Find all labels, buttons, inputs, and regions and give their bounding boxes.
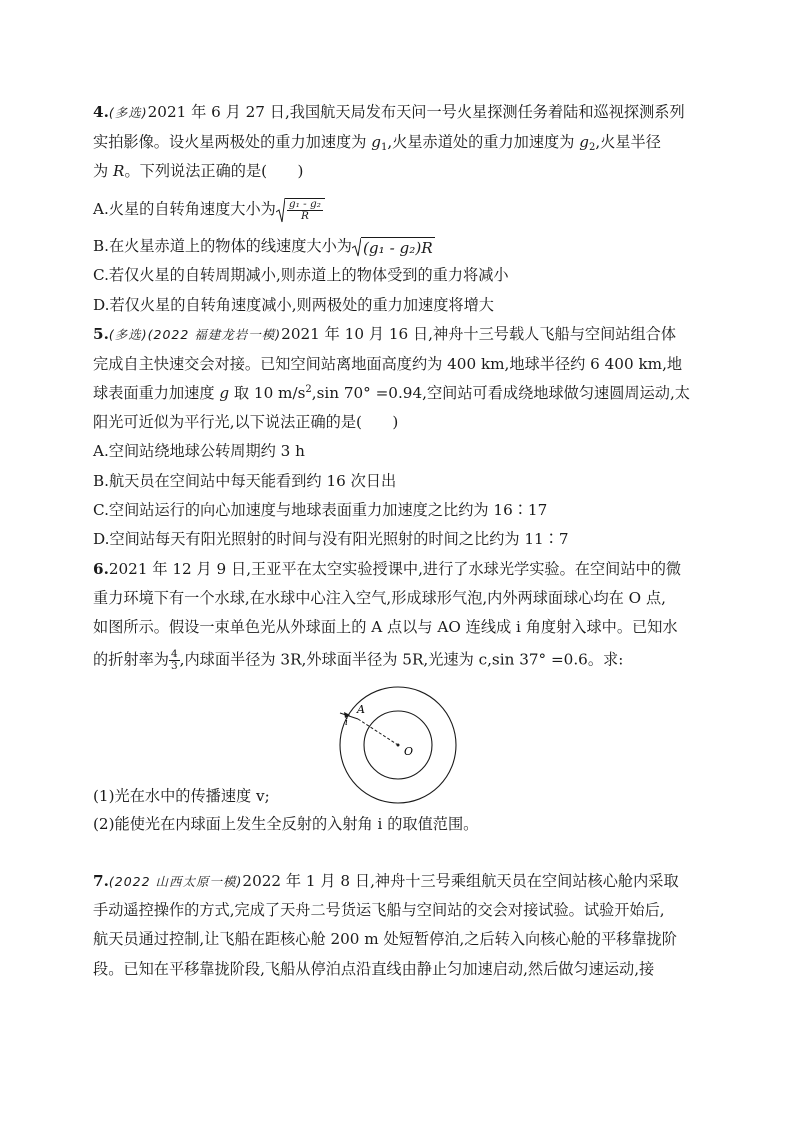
q5-line-3 [93, 383, 713, 403]
q5-option-d-text: D.空间站每天有阳光照射的时间与没有阳光照射的时间之比约为 11∶7 [93, 530, 569, 548]
q7-line-2 [93, 900, 713, 920]
q5-number: 5. [93, 325, 109, 343]
q5-line-4 [93, 412, 713, 432]
q7-line-4 [93, 959, 713, 979]
q5-line-1 [93, 324, 713, 345]
sqrt-symbol [276, 197, 325, 223]
q7-text-3: 航天员通过控制,让飞船在距核心舱 200 m 处短暂停泊,之后转入向核心舱的平移靠拢阶 [93, 930, 677, 948]
q5-option-c-text: C.空间站运行的向心加速度与地球表面重力加速度之比约为 16∶17 [93, 501, 548, 519]
q5-text-4: 阳光可近似为平行光,以下说法正确的是( ) [93, 413, 399, 431]
label-A: A [357, 703, 365, 716]
q4-g2: g [579, 133, 589, 151]
q4-g1-sub: 1 [380, 142, 388, 153]
label-O: O [404, 745, 414, 758]
q5-tag-2: (2022 福建龙岩一模) [147, 327, 282, 342]
q5-option-a [93, 441, 713, 461]
sqrt-symbol [352, 236, 435, 258]
q4-option-d-text: D.若仅火星的自转角速度减小,则两极处的重力加速度将增大 [93, 296, 494, 314]
q5-option-b-text: B.航天员在空间站中每天能看到约 16 次日出 [93, 472, 397, 490]
q4-option-a [93, 197, 713, 223]
q4-option-b-radicand: (g₁ - g₂)R [363, 238, 433, 257]
label-i: i [345, 718, 348, 728]
q4-R: R [113, 162, 125, 180]
q7-number: 7. [93, 872, 109, 890]
q5-line-2 [93, 354, 713, 374]
q5-option-d [93, 529, 713, 549]
q4-g2-sub: 2 [588, 142, 596, 153]
q5-superscript: 2 [305, 384, 312, 395]
q5-text-1: 2021 年 10 月 16 日,神舟十三号载人飞船与空间站组合体 [281, 325, 677, 343]
q5-text-3a: 球表面重力加速度 [93, 384, 220, 402]
q4-tag: (多选) [108, 105, 148, 120]
q6-text-3: 如图所示。假设一束单色光从外球面上的 A 点以与 AO 连线成 i 角度射入球中。已知水 [93, 618, 678, 636]
q4-option-c [93, 265, 713, 285]
q6-line-3 [93, 617, 713, 637]
q7-line-1 [93, 871, 713, 892]
q4-option-b [93, 236, 713, 258]
q5-tag-1: (多选) [108, 327, 148, 342]
q4-option-a-denominator: R [300, 210, 309, 222]
q4-line-2 [93, 132, 713, 152]
q4-option-a-numerator: g₁ - g₂ [288, 198, 321, 210]
q6-line-1 [93, 559, 713, 579]
q4-line-1 [93, 102, 713, 123]
q4-text-2b: ,火星赤道处的重力加速度为 [387, 133, 580, 151]
q6-sub1-text: (1)光在水中的传播速度 v; [93, 787, 270, 805]
q7-text-4: 段。已知在平移靠拢阶段,飞船从停泊点沿直线由静止匀加速启动,然后做匀速运动,接 [93, 960, 655, 978]
q6-number: 6. [93, 560, 109, 578]
q5-text-3c: ,sin 70° =0.94,空间站可看成绕地球做匀速圆周运动,太 [311, 384, 690, 402]
q4-text-1: 2021 年 6 月 27 日,我国航天局发布天问一号火星探测任务着陆和巡视探测系列 [147, 103, 685, 121]
q4-number: 4. [93, 103, 109, 121]
q7-text-2: 手动遥控操作的方式,完成了天舟二号货运飞船与空间站的交会对接试验。试验开始后, [93, 901, 665, 919]
q6-subquestion-2 [93, 814, 713, 834]
q4-text-2c: ,火星半径 [595, 133, 661, 151]
q6-text-4b: ,内球面半径为 3R,外球面半径为 5R,光速为 c,sin 37° =0.6。求: [179, 650, 624, 669]
q6-text-2: 重力环境下有一个水球,在水球中心注入空气,形成球形气泡,内外两球面球心均在 O 点, [93, 589, 666, 607]
q5-text-3b: 取 10 m/s [229, 384, 306, 402]
q5-text-2: 完成自主快速交会对接。已知空间站离地面高度约为 400 km,地球半径约 6 400 km,地 [93, 355, 683, 373]
q6-line-2 [93, 588, 713, 608]
q4-text-3a: 为 [93, 162, 114, 180]
q4-option-b-text: B.在火星赤道上的物体的线速度大小为 [93, 237, 352, 255]
q4-line-3 [93, 161, 713, 181]
q7-text-1: 2022 年 1 月 8 日,神舟十三号乘组航天员在空间站核心舱内采取 [242, 872, 679, 890]
q6-line-4 [93, 649, 713, 672]
q6-fraction-denominator: 3 [170, 660, 178, 672]
q6-text-4a: 的折射率为 [93, 650, 169, 669]
q4-option-c-text: C.若仅火星的自转周期减小,则赤道上的物体受到的重力将减小 [93, 266, 509, 284]
q4-text-3b: 。下列说法正确的是( ) [124, 162, 304, 180]
q6-subquestion-1 [93, 786, 713, 806]
q4-text-2a: 实拍影像。设火星两极处的重力加速度为 [93, 133, 372, 151]
q7-tag: (2022 山西太原一模) [108, 874, 243, 889]
center-point [397, 744, 400, 747]
q5-option-b [93, 471, 713, 491]
q5-g: g [219, 384, 230, 402]
q4-option-a-text: A.火星的自转角速度大小为 [93, 200, 276, 218]
q4-option-d [93, 295, 713, 315]
q7-line-3 [93, 929, 713, 949]
q6-fraction-numerator: 4 [170, 648, 178, 660]
q6-text-1: 2021 年 12 月 9 日,王亚平在太空实验授课中,进行了水球光学实验。在空间站中的微 [108, 560, 682, 578]
q6-sub2-text: (2)能使光在内球面上发生全反射的入射角 i 的取值范围。 [93, 815, 479, 833]
q5-option-c [93, 500, 713, 520]
q5-option-a-text: A.空间站绕地球公转周期约 3 h [93, 442, 305, 460]
q4-g1: g [371, 133, 381, 151]
